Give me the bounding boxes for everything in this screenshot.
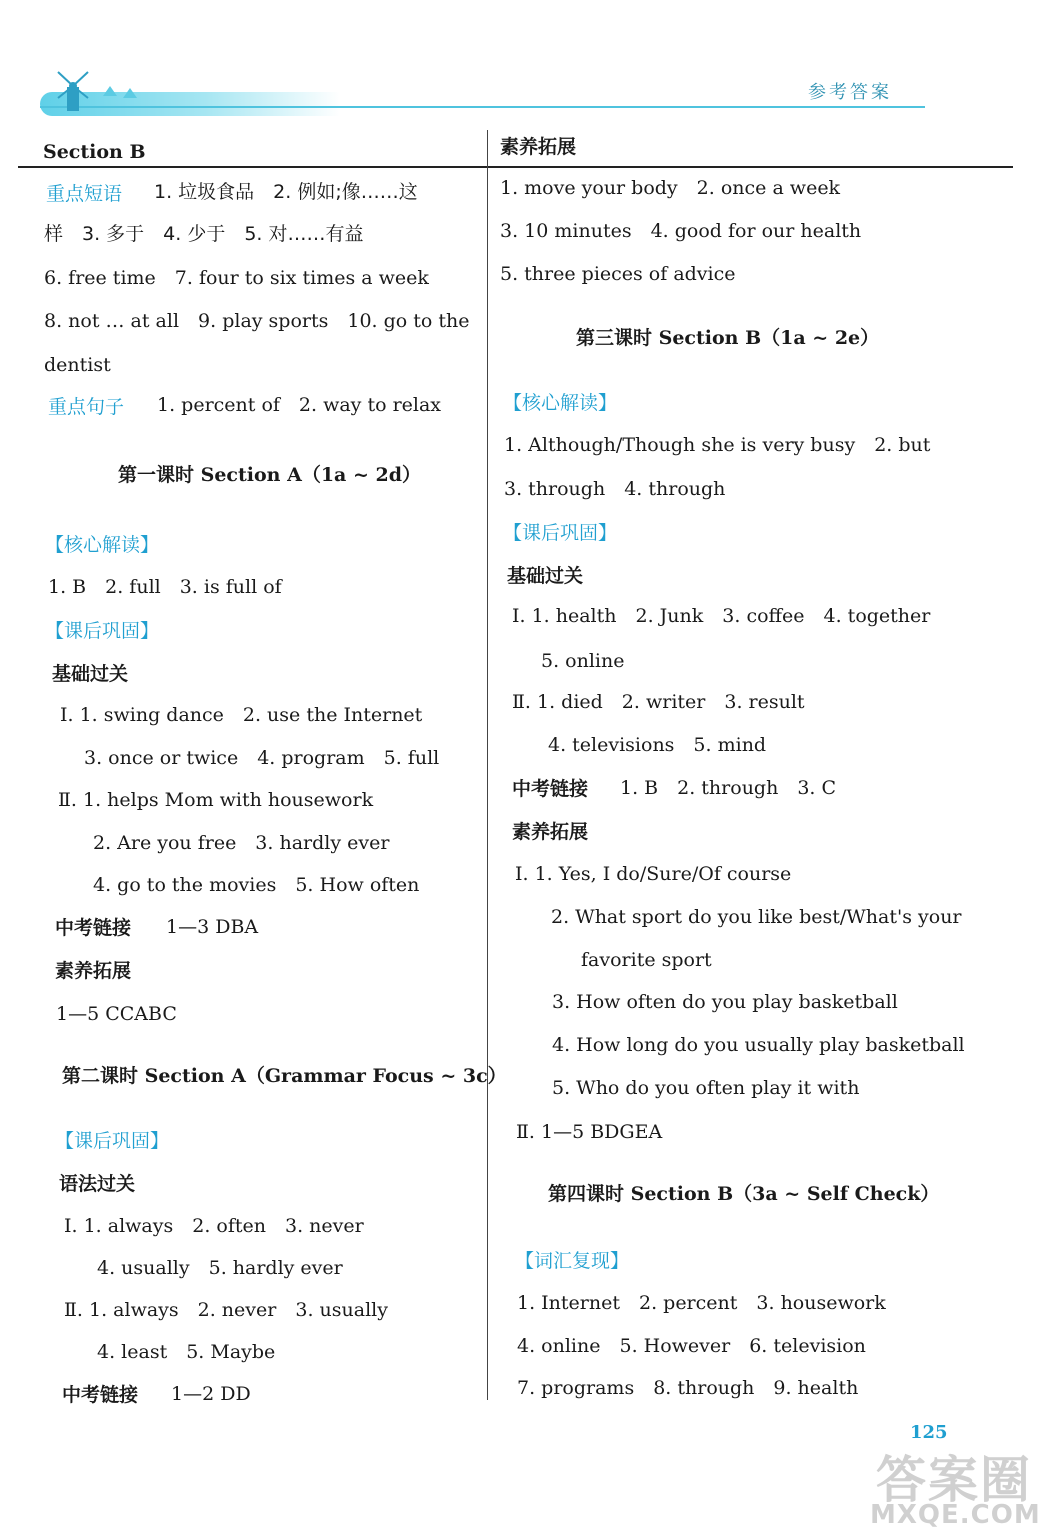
watermark-url: MXQE.COM (870, 1500, 1041, 1530)
answer-line: 3. 10 minutes 4. good for our health (500, 220, 862, 242)
key-sentences-label: 重点句子 (48, 396, 125, 418)
answer-line: 2. Are you free 3. hardly ever (93, 832, 390, 854)
key-phrases-line: dentist (44, 354, 111, 376)
key-phrases-line: 1. 垃圾食品 2. 例如;像……这 (154, 181, 418, 203)
answer-line: Ⅰ. 1. swing dance 2. use the Internet (60, 704, 423, 726)
answer-line: 4. online 5. However 6. television (517, 1335, 866, 1357)
answer-line: 2. What sport do you like best/What's your (551, 906, 962, 928)
core-reading-label: 【核心解读】 (503, 392, 618, 414)
answer-line: 1. B 2. through 3. C (620, 777, 837, 799)
section-b-heading: Section B (43, 141, 146, 163)
subsection-title: 素养拓展 (512, 821, 589, 843)
answer-line: 3. once or twice 4. program 5. full (84, 747, 440, 769)
top-rule (18, 166, 1013, 168)
exam-link-label: 中考链接 (512, 778, 589, 800)
after-class-label: 【课后巩固】 (503, 522, 618, 544)
answer-line: 4. go to the movies 5. How often (93, 874, 420, 896)
key-phrases-line: 6. free time 7. four to six times a week (44, 267, 429, 289)
lesson-3-title: 第三课时 Section B（1a ~ 2e） (576, 327, 880, 349)
key-sentences-line: 1. percent of 2. way to relax (157, 394, 442, 416)
answer-line: 4. least 5. Maybe (97, 1341, 276, 1363)
answer-line: 1—3 DBA (166, 916, 259, 938)
after-class-label: 【课后巩固】 (55, 1130, 170, 1152)
lesson-4-title: 第四课时 Section B（3a ~ Self Check） (548, 1183, 940, 1205)
header-tag: 参考答案 (775, 80, 925, 108)
answer-line: favorite sport (581, 949, 712, 971)
watermark-logo-text: 答案圈 (876, 1451, 1032, 1509)
windmill-icon (48, 66, 158, 114)
answer-line: Ⅰ. 1. health 2. Junk 3. coffee 4. together (512, 605, 931, 627)
answer-line: 5. three pieces of advice (500, 263, 736, 285)
subsection-title: 素养拓展 (55, 960, 132, 982)
subsection-title: 语法过关 (59, 1173, 136, 1195)
column-divider (487, 130, 488, 1400)
answer-line: Ⅱ. 1. died 2. writer 3. result (512, 691, 805, 713)
answer-line: Ⅱ. 1. always 2. never 3. usually (64, 1299, 388, 1321)
lesson-2-title: 第二课时 Section A（Grammar Focus ~ 3c） (62, 1065, 507, 1087)
page-number: 125 (910, 1422, 948, 1443)
core-reading-label: 【核心解读】 (45, 534, 160, 556)
answer-line: Ⅱ. 1—5 BDGEA (516, 1121, 663, 1143)
answer-line: 5. online (541, 650, 625, 672)
subsection-title: 基础过关 (507, 565, 584, 587)
answer-line: 1. move your body 2. once a week (500, 177, 841, 199)
subsection-title: 基础过关 (52, 663, 129, 685)
answer-line: 1—5 CCABC (56, 1003, 177, 1025)
key-phrases-line: 样 3. 多于 4. 少于 5. 对……有益 (44, 223, 364, 245)
answer-line: 1. Although/Though she is very busy 2. but (504, 434, 931, 456)
answer-line: Ⅱ. 1. helps Mom with housework (58, 789, 374, 811)
literacy-title: 素养拓展 (500, 136, 577, 158)
exam-link-label: 中考链接 (55, 917, 132, 939)
watermark (866, 1440, 1046, 1530)
exam-link-label: 中考链接 (62, 1384, 139, 1406)
key-phrases-line: 8. not … at all 9. play sports 10. go to the (44, 310, 470, 332)
answer-line: 3. through 4. through (504, 478, 726, 500)
lesson-1-title: 第一课时 Section A（1a ~ 2d） (118, 464, 422, 486)
vocab-review-label: 【词汇复现】 (515, 1250, 630, 1272)
answer-line: 4. televisions 5. mind (548, 734, 767, 756)
answer-line: 5. Who do you often play it with (552, 1077, 860, 1099)
answer-line: 4. How long do you usually play basketball (552, 1034, 965, 1056)
answer-line: 4. usually 5. hardly ever (97, 1257, 343, 1279)
answer-line: 1. B 2. full 3. is full of (48, 576, 282, 598)
answer-line: 1. Internet 2. percent 3. housework (517, 1292, 886, 1314)
answer-line: 3. How often do you play basketball (552, 991, 898, 1013)
key-phrases-label: 重点短语 (46, 183, 123, 205)
answer-line: Ⅰ. 1. always 2. often 3. never (64, 1215, 364, 1237)
answer-line: Ⅰ. 1. Yes, I do/Sure/Of course (515, 863, 792, 885)
answer-line: 1—2 DD (171, 1383, 251, 1405)
answer-line: 7. programs 8. through 9. health (517, 1377, 859, 1399)
after-class-label: 【课后巩固】 (45, 620, 160, 642)
